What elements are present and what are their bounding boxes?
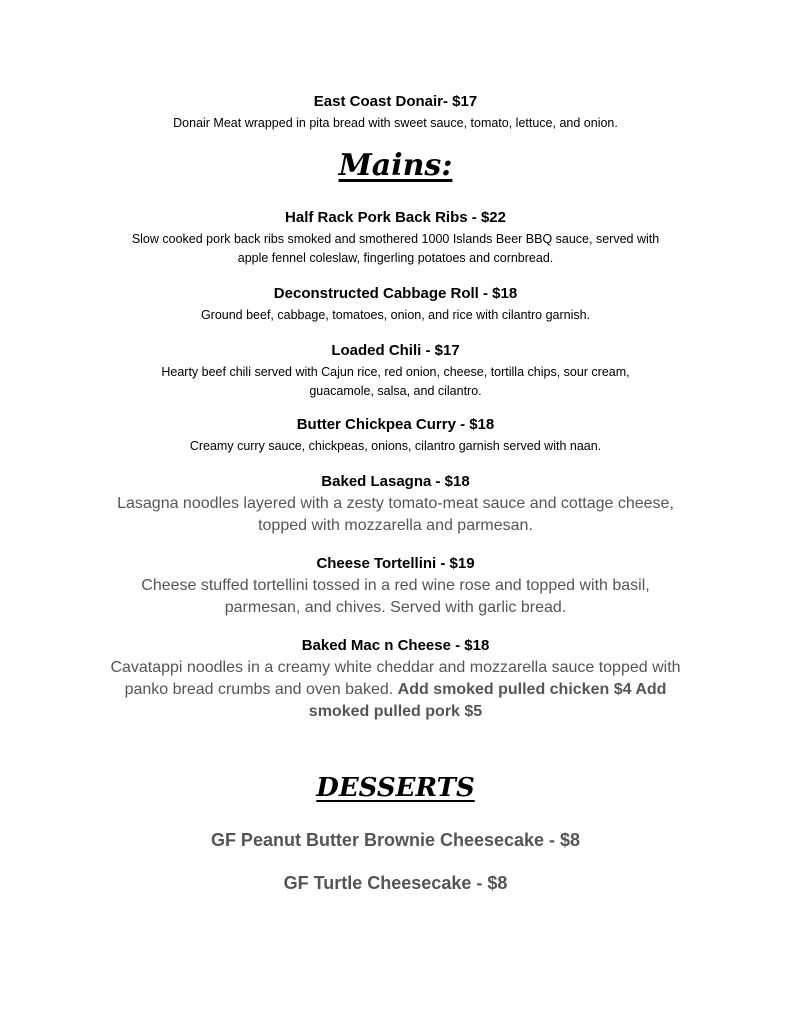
- item-desc-line: [0, 701, 791, 723]
- menu-item: [0, 416, 791, 456]
- item-title: Baked Mac n Cheese - $18: [301, 637, 490, 654]
- item-desc: Donair Meat wrapped in pita bread with sweet sauce, tomato, lettuce, and onion.: [173, 116, 618, 130]
- desserts-heading: DESSERTS: [316, 773, 475, 803]
- item-desc: Creamy curry sauce, chickpeas, onions, cilantro garnish served with naan.: [189, 439, 602, 453]
- item-desc: guacamole, salsa, and cilantro.: [309, 384, 482, 398]
- menu-item: [0, 342, 791, 401]
- section-desserts: [0, 772, 791, 804]
- menu-item: [0, 473, 791, 537]
- item-desc: apple fennel coleslaw, fingerling potatoes and cornbread.: [237, 251, 554, 265]
- dessert-item: [0, 829, 791, 851]
- mains-heading: Mains:: [338, 148, 453, 183]
- menu-item: [0, 285, 791, 325]
- menu-item: [0, 555, 791, 619]
- dessert-title: GF Turtle Cheesecake - $8: [283, 873, 508, 893]
- section-mains: [0, 148, 791, 184]
- item-desc: Cavatappi noodles in a creamy white cheddar and mozzarella sauce topped with: [110, 659, 681, 676]
- dessert-title: GF Peanut Butter Brownie Cheesecake - $8: [210, 830, 581, 850]
- item-desc-plain: panko bread crumbs and oven baked.: [124, 681, 398, 698]
- item-title: Half Rack Pork Back Ribs - $22: [285, 209, 506, 226]
- item-desc: Ground beef, cabbage, tomatoes, onion, and rice with cilantro garnish.: [200, 308, 591, 322]
- item-desc: Lasagna noodles layered with a zesty tomato-meat sauce and cottage cheese,: [117, 495, 674, 512]
- item-title: East Coast Donair- $17: [313, 93, 478, 110]
- menu-item-donair: [0, 93, 791, 133]
- item-title: Baked Lasagna - $18: [321, 473, 470, 490]
- item-title: Cheese Tortellini - $19: [316, 555, 475, 572]
- menu-item: [0, 209, 791, 268]
- item-title: Deconstructed Cabbage Roll - $18: [273, 285, 518, 302]
- item-desc-line: [0, 679, 791, 701]
- item-desc: Cheese stuffed tortellini tossed in a red wine rose and topped with basil,: [141, 577, 650, 594]
- item-title: Loaded Chili - $17: [331, 342, 460, 359]
- item-desc: parmesan, and chives. Served with garlic bread.: [224, 599, 567, 616]
- item-desc: topped with mozzarella and parmesan.: [258, 517, 533, 534]
- item-desc: Slow cooked pork back ribs smoked and smothered 1000 Islands Beer BBQ sauce, served with: [131, 232, 660, 246]
- item-desc-addon: Add smoked pulled chicken $4 Add: [397, 681, 667, 698]
- item-title: Butter Chickpea Curry - $18: [296, 416, 495, 433]
- dessert-item: [0, 872, 791, 894]
- item-desc-addon: smoked pulled pork $5: [308, 703, 483, 720]
- item-desc: Hearty beef chili served with Cajun rice, red onion, cheese, tortilla chips, sour cream,: [161, 365, 630, 379]
- menu-item: [0, 637, 791, 723]
